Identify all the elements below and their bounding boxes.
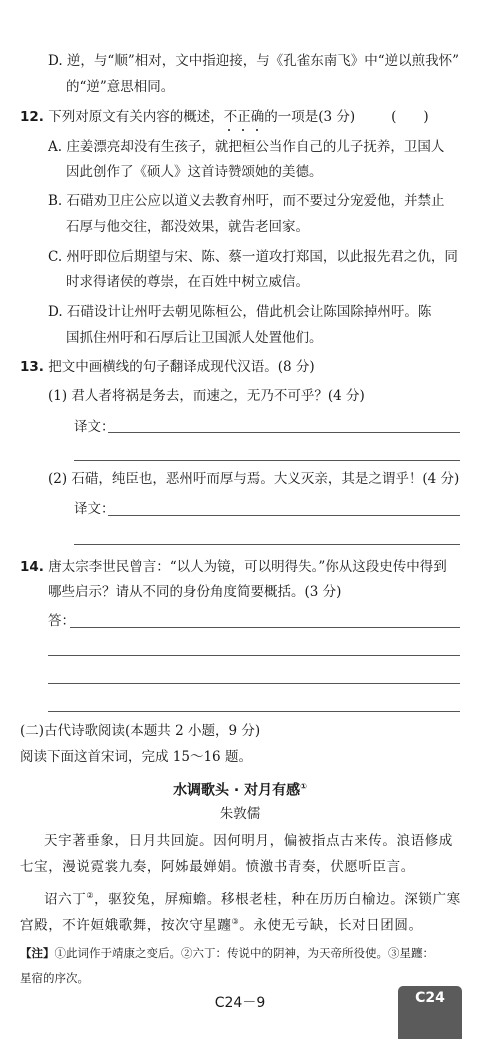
option-b-line2: 石厚与他交往，都没效果，就告老回家。 — [66, 219, 309, 235]
section-heading: (二)古代诗歌阅读(本题共 2 小题，9 分) — [20, 723, 261, 739]
poem-stanza-2-line2: 宫殿，不许姮娥歌舞，按次守星躔③。永使无亏缺，长对日团圆。 — [20, 917, 423, 934]
page-number: C24－9 — [214, 995, 266, 1011]
answer-line-1b[interactable] — [74, 460, 460, 461]
question-number: 12. — [20, 109, 44, 125]
option-c-line2: 时求得诸侯的尊崇，在百姓中树立威信。 — [66, 274, 309, 290]
answer-line-2a[interactable] — [108, 515, 460, 516]
answer-label-14: 答： — [48, 613, 75, 629]
option-b-line1: B. 石碏劝卫庄公应以道义去教育州吁，而不要过分宠爱他，并禁止 — [48, 193, 445, 209]
answer-line-1a[interactable] — [108, 432, 460, 433]
question-14-line1 — [20, 558, 447, 576]
page-tab: C24 — [398, 986, 462, 1039]
poem-stanza-2-line1: 诏六丁②，驱狡兔，屏痴蟾。移根老桂，种在历历白榆边。深锁广寒 — [44, 891, 461, 908]
question-12 — [20, 108, 429, 126]
poem-author: 朱敦儒 — [219, 806, 261, 822]
question-13 — [20, 358, 315, 376]
poem-stanza-1-line2: 七宝，漫说霓裳九奏，阿姊最婵娟。愤激书青奏，伏愿听臣言。 — [20, 859, 415, 875]
poem-note-line2: 星宿的序次。 — [20, 971, 89, 985]
poem-note-line1: 【注】①此词作于靖康之变后。②六丁：传说中的阴神，为天帝所役使。③星躔： — [20, 946, 434, 960]
answer-line-14b[interactable] — [48, 655, 460, 656]
answer-parentheses: ( ) — [391, 109, 429, 125]
answer-line-14a[interactable] — [70, 627, 460, 628]
question-number: 13. — [20, 359, 44, 375]
option-d-prev-line2: 的“逆”意思相同。 — [66, 79, 175, 95]
option-a-line2: 因此创作了《硕人》这首诗赞颂她的美德。 — [66, 164, 323, 180]
poem-stanza-1-line1: 天宇著垂象，日月共回旋。因何明月，偏被指点古来传。浪语修成 — [44, 833, 453, 849]
answer-line-2b[interactable] — [74, 544, 460, 545]
answer-label-1: 译文： — [74, 419, 115, 435]
emphasis-text: 不正确 — [224, 108, 265, 126]
sub-question-1: (1) 君人者将祸是务去，而速之，无乃不可乎？(4 分) — [48, 388, 365, 404]
question-number: 14. — [20, 559, 44, 575]
option-d-line2: 国抓住州吁和石厚后让卫国派人处置他们。 — [66, 330, 323, 346]
question-text-b: 的一项是(3 分) — [264, 109, 356, 125]
section-instruction: 阅读下面这首宋词，完成 15～16 题。 — [20, 749, 252, 765]
question-14-line2: 哪些启示？请从不同的身份角度简要概括。(3 分) — [48, 584, 342, 600]
question-text: 把文中画横线的句子翻译成现代汉语。(8 分) — [48, 359, 315, 375]
option-d-prev-line1: D. 逆，与“顺”相对，文中指迎接，与《孔雀东南飞》中“逆以煎我怀” — [48, 53, 460, 69]
option-c-line1: C. 州吁即位后期望与宋、陈、蔡一道攻打郑国，以此报先君之仇，同 — [48, 249, 458, 265]
option-d-line1: D. 石碏设计让州吁去朝见陈桓公，借此机会让陈国除掉州吁。陈 — [48, 304, 432, 320]
answer-line-14d[interactable] — [48, 711, 460, 712]
question-text: 唐太宗李世民曾言：“以人为镜，可以明得失。”你从这段史传中得到 — [48, 559, 447, 575]
sub-question-2: (2) 石碏，纯臣也，恶州吁而厚与焉。大义灭亲，其是之谓乎！(4 分) — [48, 471, 460, 487]
option-a-line1: A. 庄姜漂亮却没有生孩子，就把桓公当作自己的儿子抚养，卫国人 — [48, 139, 445, 155]
poem-title: 水调歌头 · 对月有感① — [173, 782, 307, 799]
answer-line-14c[interactable] — [48, 683, 460, 684]
answer-label-2: 译文： — [74, 501, 115, 517]
question-text-a: 下列对原文有关内容的概述， — [48, 109, 224, 125]
